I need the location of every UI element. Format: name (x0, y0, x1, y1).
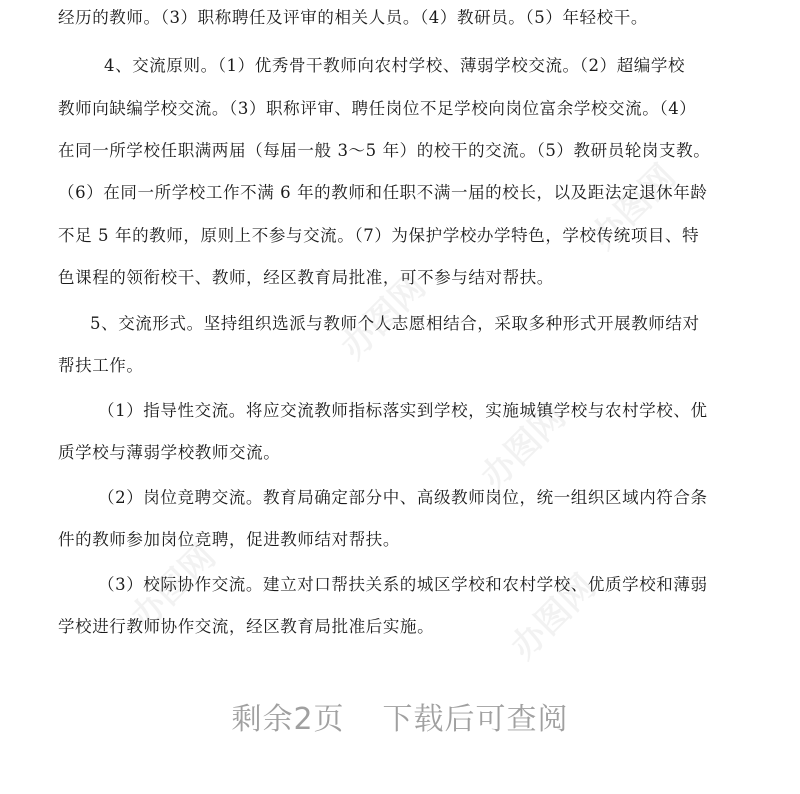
paragraph-line: 4、交流原则。（1）优秀骨干教师向农村学校、薄弱学校交流。（2）超编学校 (104, 56, 686, 75)
paragraph-line: 不足 5 年的教师，原则上不参与交流。（7）为保护学校办学特色，学校传统项目、特 (58, 226, 700, 245)
watermark: 办图网 (473, 396, 574, 498)
paragraph-line: 帮扶工作。 (58, 356, 144, 375)
paragraph-line: （3）校际协作交流。建立对口帮扶关系的城区学校和农村学校、优质学校和薄弱 (98, 575, 708, 594)
paragraph-line: 质学校与薄弱学校教师交流。 (58, 443, 281, 462)
paragraph-line: 经历的教师。（3）职称聘任及评审的相关人员。（4）教研员。（5）年轻校干。 (58, 8, 648, 27)
paragraph-line: 5、交流形式。坚持组织选派与教师个人志愿相结合，采取多种形式开展教师结对 (90, 314, 700, 333)
watermark: 办图网 (583, 156, 684, 258)
paragraph-line: 在同一所学校任职满两届（每届一般 3～5 年）的校干的交流。（5）教研员轮岗支教。 (58, 141, 711, 160)
download-prompt-text: 下载后可查阅 (382, 702, 569, 737)
remaining-pages-text: 剩余2页 (231, 702, 345, 737)
paragraph-line: 件的教师参加岗位竞聘，促进教师结对帮扶。 (58, 530, 400, 549)
watermark: 办图网 (333, 266, 434, 368)
watermark: 办图网 (123, 536, 224, 638)
paragraph-line: （6）在同一所学校工作不满 6 年的教师和任职不满一届的校长，以及距法定退休年龄 (58, 183, 708, 202)
paragraph-line: 学校进行教师协作交流，经区教育局批准后实施。 (58, 617, 435, 636)
paragraph-line: 教师向缺编学校交流。（3）职称评审、聘任岗位不足学校向岗位富余学校交流。（4） (58, 99, 697, 118)
download-banner[interactable] (0, 694, 800, 738)
paragraph-line: （2）岗位竞聘交流。教育局确定部分中、高级教师岗位，统一组织区域内符合条 (98, 488, 708, 507)
paragraph-line: （1）指导性交流。将应交流教师指标落实到学校，实施城镇学校与农村学校、优 (98, 401, 708, 420)
paragraph-line: 色课程的领衔校干、教师，经区教育局批准，可不参与结对帮扶。 (58, 268, 554, 287)
watermark: 办图网 (503, 566, 604, 668)
